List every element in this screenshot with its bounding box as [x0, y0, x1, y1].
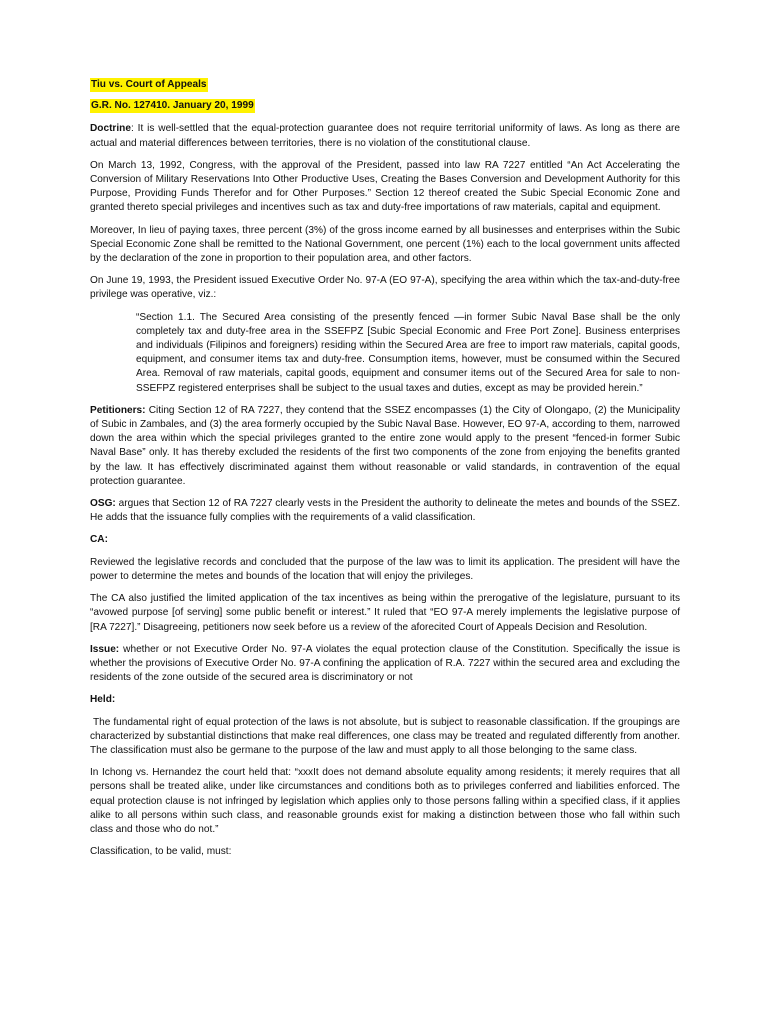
facts-paragraph-2: Moreover, In lieu of paying taxes, three percent (3%) of the gross income earned by all businesses and enterprises within the Subic Special Economic Zone shall be remitted to the National Government, one percent (1%) each to the local government units affected by the declaration of the zone in proportion to their population area, and other factors. — [90, 224, 680, 265]
case-citation-line — [90, 99, 680, 113]
facts-paragraph-1: On March 13, 1992, Congress, with the approval of the President, passed into law RA 7227 entitled “An Act Accelerating the Conversion of Military Reservations Into Other Productive Uses, Creating the Bases Conversion and Development Authority for this Purpose, Providing Funds Therefor and for Other Purposes.” Section 12 thereof created the Subic Special Economic Zone and granted thereto special privileges and incentives such as tax and duty-free importations of raw materials, capital and equipment. — [90, 159, 680, 214]
osg-text: argues that Section 12 of RA 7227 clearly vests in the President the authority to delineate the metes and bounds of the SSEZ. He adds that the issuance fully complies with the requirements of a valid classification. — [90, 498, 680, 524]
held-heading: Held: — [90, 694, 116, 706]
petitioners-label: Petitioners: — [90, 404, 146, 416]
doctrine-text: : It is well-settled that the equal-protection guarantee does not require territorial uniformity of laws. As long as there are actual and material differences between territories, there is no violation of the constitutional clause. — [90, 123, 680, 149]
osg-label: OSG: — [90, 498, 116, 510]
ca-paragraph-1: Reviewed the legislative records and concluded that the purpose of the law was to limit its application. The president will have the power to determine the metes and bounds of the location that will enjoy the privileges. — [90, 556, 680, 582]
ca-paragraph-2: The CA also justified the limited application of the tax incentives as being within the prerogative of the legislature, pursuant to its “avowed purpose [of serving] some public benefit or interest.” It ruled that “EO 97-A merely implements the legislative purpose of [RA 7227].” Disagreeing, petitioners now seek before us a review of the aforecited Court of Appeals Decision and Resolution. — [90, 593, 680, 633]
facts-paragraph-3: On June 19, 1993, the President issued Executive Order No. 97-A (EO 97-A), specifying the area within which the tax-and-duty-free privilege was operative, viz.: — [90, 275, 680, 301]
issue-paragraph — [90, 643, 680, 686]
petitioners-text: Citing Section 12 of RA 7227, they contend that the SSEZ encompasses (1) the City of Olongapo, (2) the Municipality of Subic in Zambales, and (3) the area formerly occupied by the Subic Naval Base. However, EO 97-A, according to them, narrowed down the area within which the special privileges granted to the entire zone would apply to the present “fenced-in former Subic Naval Base” only. It has thereby excluded the residents of the first two components of the zone from enjoying the benefits granted by the law. It has effectively discriminated against them without reasonable or valid standards, in contravention of the equal protection guarantee. — [90, 404, 680, 487]
doctrine-label: Doctrine — [90, 123, 131, 135]
held-paragraph-1: The fundamental right of equal protection of the laws is not absolute, but is subject to reasonable classification. If the groupings are characterized by substantial distinctions that make real differences, one class may be treated and regulated differently from another. The classification must also be germane to the purpose of the law and must apply to all those belonging to the same class. — [90, 716, 680, 756]
held-paragraph-3: Classification, to be valid, must: — [90, 846, 232, 858]
doctrine-paragraph — [90, 122, 680, 150]
issue-text: whether or not Executive Order No. 97-A violates the equal protection clause of the Constitution. Specifically the issue is whether the provisions of Executive Order No. 97-A confining the application of R.A. 7227 within the secured area and excluding the residents of the zone outside of the secured area is discriminatory or not — [90, 643, 680, 684]
held-paragraph-2: In Ichong vs. Hernandez the court held that: “xxxIt does not demand absolute equality among residents; it merely requires that all persons shall be treated alike, under like circumstances and conditions both as to privileges conferred and liabilities enforced. The equal protection clause is not infringed by legislation which applies only to those persons falling within a specified class, if it applies alike to all persons within such class, and reasonable grounds exist for making a distinction between those who fall within such class and those who do not.” — [90, 767, 680, 835]
case-title-line — [90, 78, 680, 92]
case-title: Tiu vs. Court of Appeals — [90, 78, 208, 92]
issue-label: Issue: — [90, 643, 120, 655]
eo-quote: “Section 1.1. The Secured Area consisting of the presently fenced —in former Subic Naval Base shall be the only completely tax and duty-free area in the SSEFPZ [Subic Special Economic and Free Port Zone]. Business enterprises and individuals (Filipinos and foreigners) residing within the Secured Area are free to import raw materials, capital goods, equipment, and consumer items tax and duty-free. Consumption items, however, must be consumed within the Secured Area. Removal of raw materials, capital goods, equipment and consumer items out of the Secured Area for sale to non-SSEFPZ registered enterprises shall be subject to the usual taxes and duties, except as may be provided herein.” — [136, 311, 680, 394]
osg-paragraph — [90, 497, 680, 525]
case-citation: G.R. No. 127410. January 20, 1999 — [90, 99, 255, 113]
petitioners-paragraph — [90, 404, 680, 489]
ca-heading: CA: — [90, 534, 108, 546]
